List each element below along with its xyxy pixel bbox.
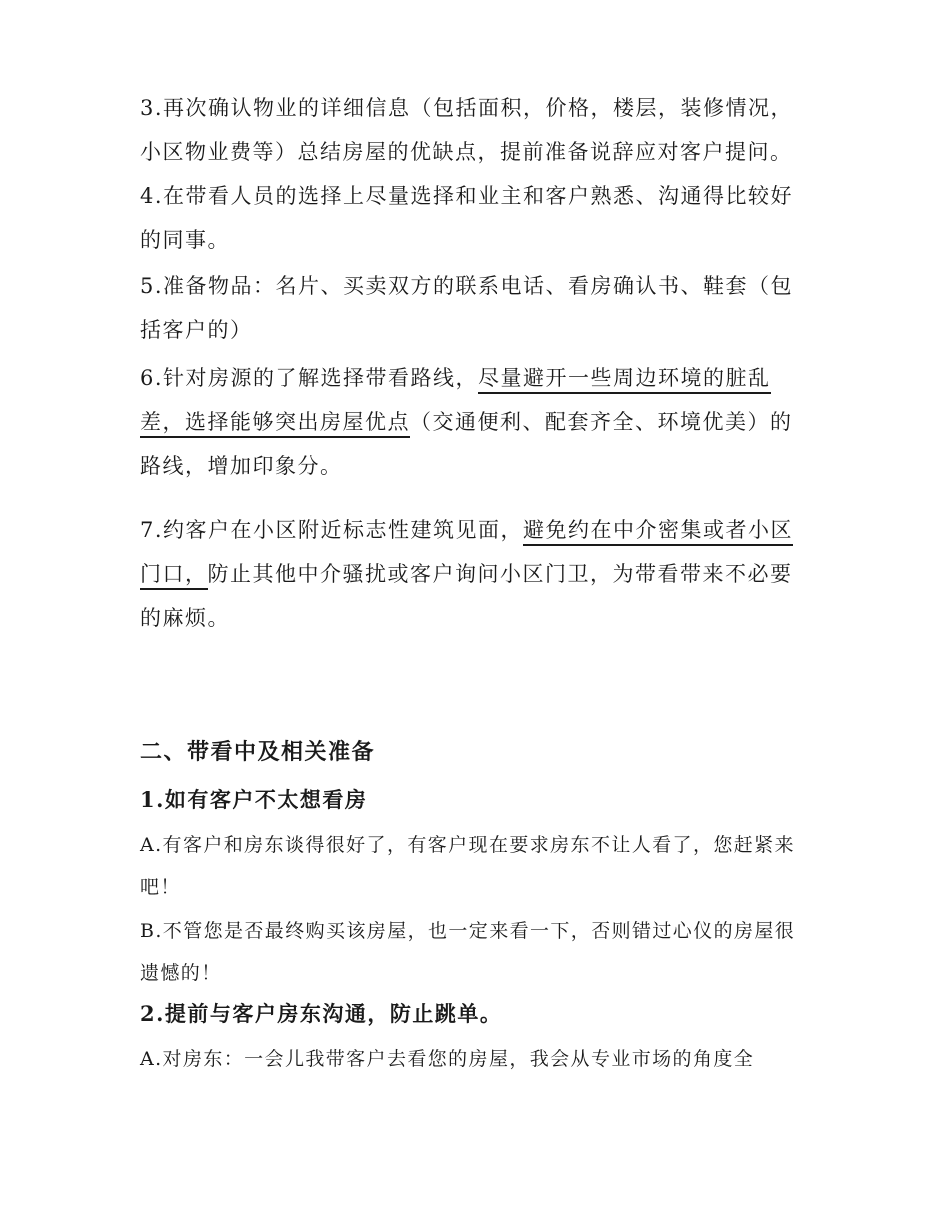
subsection-2-heading: 2.提前与客户房东沟通，防止跳单。 bbox=[140, 1001, 503, 1026]
item-6-paragraph bbox=[140, 356, 810, 488]
item-7-prefix: 7.约客户在小区附近标志性建筑见面， bbox=[140, 518, 524, 542]
subsection-2-item-a bbox=[140, 1038, 810, 1080]
item-4-paragraph bbox=[140, 174, 810, 262]
item-5-text: 5.准备物品：名片、买卖双方的联系电话、看房确认书、鞋套（包括客户的） bbox=[140, 274, 794, 342]
item-7-suffix: 防止其他中介骚扰或客户询问小区门卫，为带看带来不必要的麻烦。 bbox=[140, 562, 793, 630]
item-5-paragraph bbox=[140, 264, 810, 352]
subsection-1-item-a bbox=[140, 824, 810, 908]
item-6-prefix: 6.针对房源的了解选择带看路线， bbox=[140, 366, 479, 390]
item-7-underlined: 避免约在中介密集或者小区门口， bbox=[140, 518, 793, 590]
item-3-paragraph bbox=[140, 86, 810, 174]
subsection-1-item-b bbox=[140, 910, 810, 994]
item-7-paragraph bbox=[140, 508, 810, 640]
subsection-2-item-a-text: A.对房东：一会儿我带客户去看您的房屋，我会从专业市场的角度全 bbox=[140, 1048, 755, 1070]
item-6-underlined: 尽量避开一些周边环境的脏乱差，选择能够突出房屋优点 bbox=[140, 366, 771, 438]
item-6-suffix: （交通便利、配套齐全、环境优美）的路线，增加印象分。 bbox=[140, 410, 793, 478]
item-3-text: 3.再次确认物业的详细信息（包括面积，价格，楼层，装修情况，小区物业费等）总结房屋的优缺点，提前准备说辞应对客户提问。 bbox=[140, 96, 794, 164]
subsection-1-heading: 1.如有客户不太想看房 bbox=[140, 787, 368, 812]
subsection-1-item-a-text: A.有客户和房东谈得很好了，有客户现在要求房东不让人看了，您赶紧来吧！ bbox=[140, 834, 795, 898]
section-2-heading: 二、带看中及相关准备 bbox=[140, 739, 376, 765]
item-4-text: 4.在带看人员的选择上尽量选择和业主和客户熟悉、沟通得比较好的同事。 bbox=[140, 184, 794, 252]
subsection-1-item-b-text: B.不管您是否最终购买该房屋，也一定来看一下，否则错过心仪的房屋很遗憾的！ bbox=[140, 920, 796, 984]
